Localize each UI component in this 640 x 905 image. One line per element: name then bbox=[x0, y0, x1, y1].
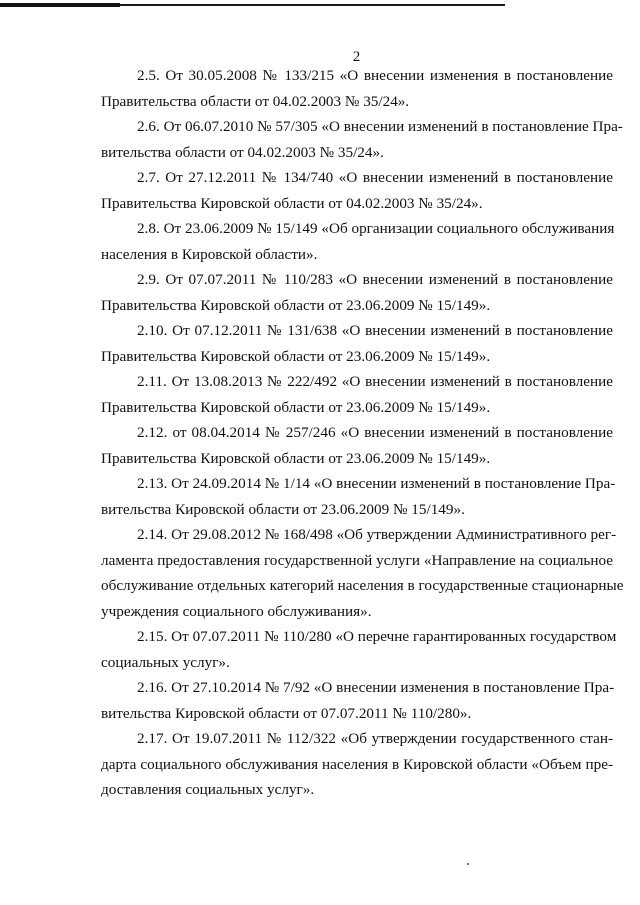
line: 2.12. от 08.04.2014 № 257/246 «О внесении изменений в постановление bbox=[137, 424, 613, 441]
list-item-2-17 bbox=[101, 726, 613, 803]
line: 2.16. От 27.10.2014 № 7/92 «О внесении изменения в постановление Пра- bbox=[137, 679, 615, 696]
list-item-2-11 bbox=[101, 369, 613, 420]
line: Правительства области от 04.02.2003 № 35/24». bbox=[101, 92, 410, 110]
line: дарта социального обслуживания населения в Кировской области «Объем пре- bbox=[101, 755, 613, 773]
line: 2.14. От 29.08.2012 № 168/498 «Об утверждении Административного рег- bbox=[137, 526, 617, 543]
line: вительства Кировской области от 23.06.2009 № 15/149». bbox=[101, 500, 465, 518]
line: 2.11. От 13.08.2013 № 222/492 «О внесении изменений в постановление bbox=[137, 373, 613, 390]
line: 2.15. От 07.07.2011 № 110/280 «О перечне гарантированных государством bbox=[137, 628, 617, 645]
list-item-2-9 bbox=[101, 267, 613, 318]
page-number: 2 bbox=[352, 49, 361, 65]
line: 2.5. От 30.05.2008 № 133/215 «О внесении изменения в постановление bbox=[137, 67, 613, 84]
document-body bbox=[101, 63, 624, 803]
line: 2.6. От 06.07.2010 № 57/305 «О внесении изменений в постановление Пра- bbox=[137, 118, 623, 135]
list-item-2-14 bbox=[101, 522, 624, 624]
line: доставления социальных услуг». bbox=[101, 781, 315, 798]
list-item-2-5 bbox=[101, 63, 613, 114]
line: Правительства Кировской области от 23.06.2009 № 15/149». bbox=[101, 398, 491, 416]
line: вительства области от 04.02.2003 № 35/24». bbox=[101, 143, 384, 161]
list-item-2-13 bbox=[101, 471, 616, 522]
list-item-2-15 bbox=[101, 624, 617, 675]
list-item-2-6 bbox=[101, 114, 623, 165]
list-item-2-16 bbox=[101, 675, 613, 726]
line: учреждения социального обслуживания». bbox=[101, 602, 372, 620]
line: Правительства Кировской области от 23.06.2009 № 15/149». bbox=[101, 347, 491, 365]
line: 2.7. От 27.12.2011 № 134/740 «О внесении изменений в постановление bbox=[137, 169, 613, 186]
list-item-2-12 bbox=[101, 420, 613, 471]
scan-speck bbox=[467, 863, 469, 865]
line: социальных услуг». bbox=[101, 653, 230, 671]
line: 2.17. От 19.07.2011 № 112/322 «Об утверждении государственного стан- bbox=[137, 730, 613, 747]
line: вительства Кировской области от 07.07.2011 № 110/280». bbox=[101, 704, 472, 722]
list-item-2-8 bbox=[101, 216, 613, 267]
line: 2.10. От 07.12.2011 № 131/638 «О внесении изменений в постановление bbox=[137, 322, 613, 339]
line: населения в Кировской области». bbox=[101, 245, 318, 263]
line: Правительства Кировской области от 04.02.2003 № 35/24». bbox=[101, 194, 483, 212]
line: 2.13. От 24.09.2014 № 1/14 «О внесении изменений в постановление Пра- bbox=[137, 475, 616, 492]
top-rule-thick bbox=[0, 3, 120, 7]
line: ламента предоставления государственной услуги «Направление на социальное bbox=[101, 551, 613, 569]
line: 2.8. От 23.06.2009 № 15/149 «Об организации социального обслуживания bbox=[137, 220, 615, 237]
list-item-2-10 bbox=[101, 318, 613, 369]
list-item-2-7 bbox=[101, 165, 613, 216]
line: обслуживание отдельных категорий населения в государственные стационарные bbox=[101, 577, 624, 594]
line: Правительства Кировской области от 23.06.2009 № 15/149». bbox=[101, 449, 491, 467]
line: Правительства Кировской области от 23.06.2009 № 15/149». bbox=[101, 296, 491, 314]
line: 2.9. От 07.07.2011 № 110/283 «О внесении изменений в постановление bbox=[137, 271, 613, 288]
